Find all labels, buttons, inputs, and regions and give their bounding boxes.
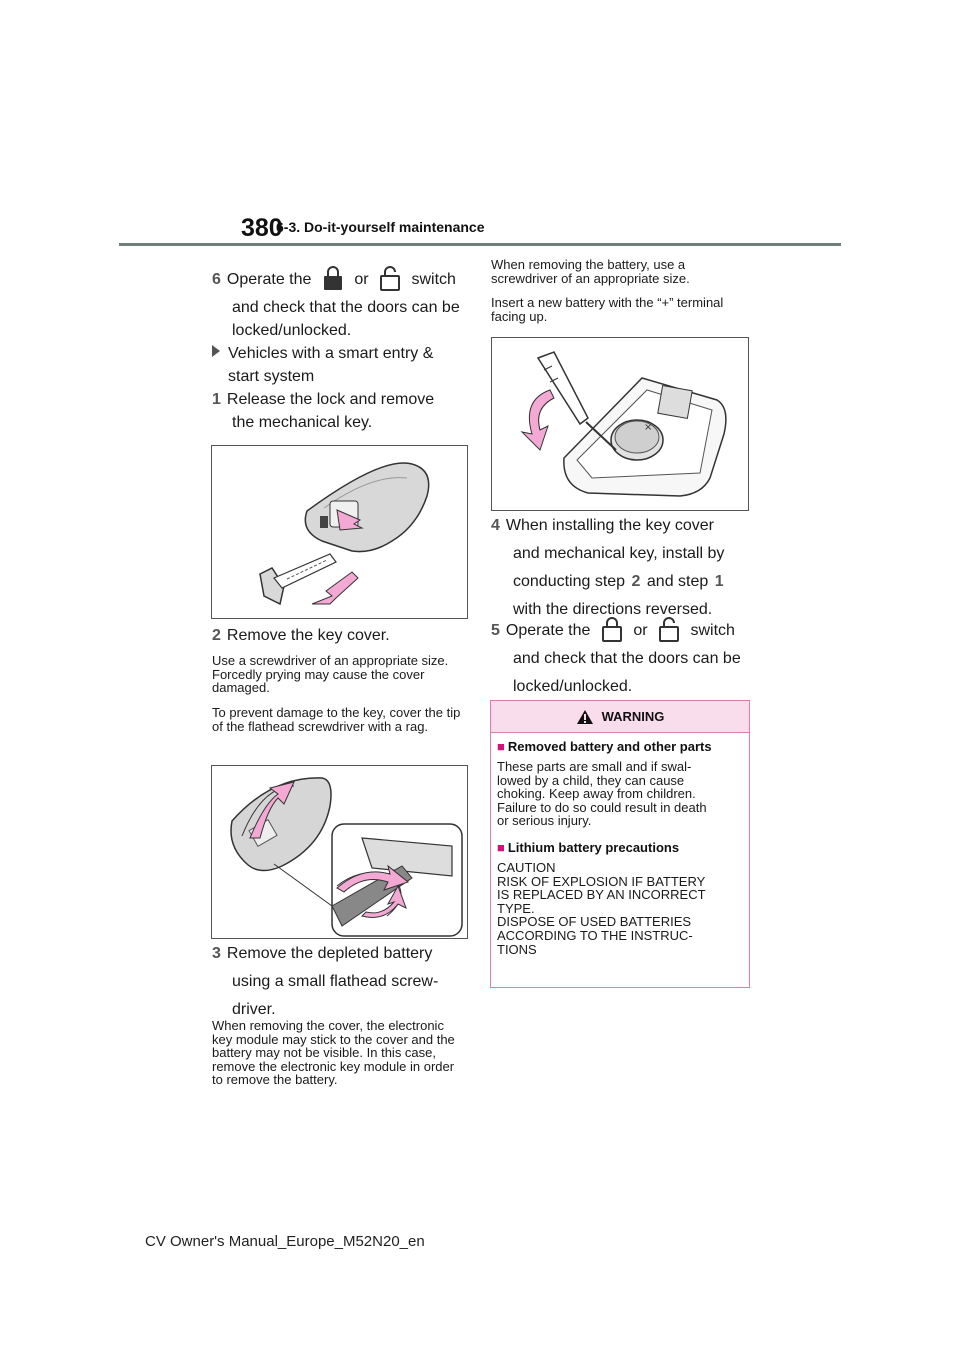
key-cover-illustration [212, 766, 467, 938]
bullet-smart-entry: Vehicles with a smart entry & start system [212, 342, 482, 388]
footer-manual-id: CV Owner's Manual_Europe_M52N20_en [145, 1233, 425, 1250]
note-screwdriver-size: Use a screwdriver of an appropriate size. Forcedly prying may cause the cover damaged. [212, 653, 449, 696]
step-5: 5 Operate the or switch and check that the doors can be locked/unlocked. [491, 616, 761, 698]
bullet-triangle-icon [212, 345, 220, 357]
figure-release-key [211, 445, 468, 619]
warning-subheading-lithium: ■ Lithium battery precautions [497, 839, 680, 855]
section-title: 6-3. Do-it-yourself maintenance [276, 219, 485, 235]
step-3: 3 Remove the depleted battery using a small flathead screw- driver. [212, 945, 439, 1018]
warning-triangle-icon [576, 709, 594, 725]
unlock-icon [379, 265, 401, 291]
step-6: 6 Operate the or switch and check that the doors can be locked/unlocked. [212, 265, 482, 342]
figure-remove-cover [211, 765, 468, 939]
warning-text-parts: These parts are small and if swal- lowed by a child, they can cause choking. Keep away from children. Failure to do so could result in death or serious injury. [497, 759, 707, 829]
warning-header [491, 701, 749, 733]
warning-box [490, 700, 750, 988]
warning-text-lithium: CAUTION RISK OF EXPLOSION IF BATTERY IS REPLACED BY AN INCORRECT TYPE. DISPOSE OF USED BATTERIES ACCORDING TO THE INSTRUC- TIONS [497, 859, 706, 957]
step-number: 6 [212, 271, 221, 288]
step-2: 2 Remove the key cover. [212, 627, 390, 644]
lock-icon [601, 616, 623, 642]
warning-subheading-parts: ■ Removed battery and other parts [497, 739, 712, 754]
page-number: 380 [241, 214, 283, 242]
lock-icon [322, 265, 344, 291]
battery-illustration [492, 338, 748, 510]
svg-text:×: × [644, 422, 653, 433]
header-rule [119, 243, 841, 246]
figure-remove-battery [491, 337, 749, 511]
step-4: 4 When installing the key cover and mechanical key, install by conducting step 2 and step 1 with the directions reversed. [491, 517, 725, 618]
key-fob-illustration [212, 446, 467, 618]
note-new-battery: Insert a new battery with the “+” terminal facing up. [491, 295, 724, 324]
note-electronic-module: When removing the cover, the electronic key module may stick to the cover and the battery may not be visible. In this case, remove the electronic key module in order to remove the battery. [212, 1018, 455, 1088]
warning-title: WARNING [601, 709, 665, 724]
note-cover-rag: To prevent damage to the key, cover the tip of the flathead screwdriver with a rag. [212, 705, 461, 734]
note-battery-screwdriver: When removing the battery, use a screwdriver of an appropriate size. [491, 257, 690, 286]
unlock-icon [658, 616, 680, 642]
step-1: 1 Release the lock and remove the mechanical key. [212, 391, 435, 431]
